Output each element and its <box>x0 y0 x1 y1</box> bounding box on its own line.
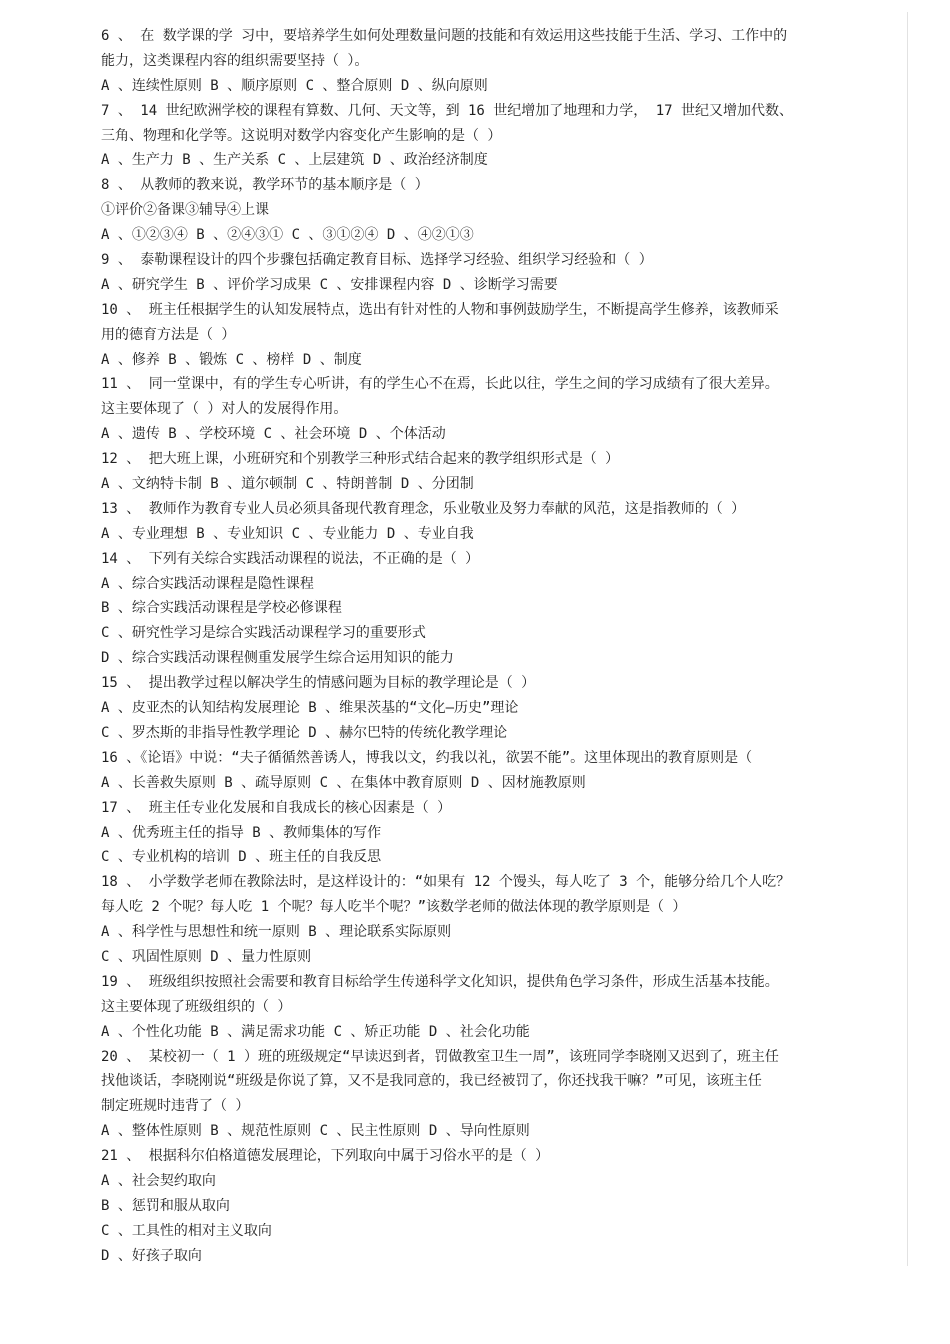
text-line: 制定班规时违背了（ ） <box>101 1098 250 1115</box>
text-line: 21 、 根据科尔伯格道德发展理论，下列取向中属于习俗水平的是（ ） <box>101 1148 550 1165</box>
text-line: 10 、 班主任根据学生的认知发展特点，选出有针对性的人物和事例鼓励学生，不断提高学生修养，该教师采 <box>101 301 779 318</box>
text-line: 9 、 泰勒课程设计的四个步骤包括确定教育目标、选择学习经验、组织学习经验和（ ） <box>101 252 653 269</box>
text-line: 8 、 从教师的教来说，教学环节的基本顺序是（ ） <box>101 177 429 194</box>
text-line: 用的德育方法是（ ） <box>101 326 236 343</box>
text-line: C 、巩固性原则 D 、量力性原则 <box>101 948 312 965</box>
text-line: A 、整体性原则 B 、规范性原则 C 、民主性原则 D 、导向性原则 <box>101 1123 530 1140</box>
text-line: A 、遗传 B 、学校环境 C 、社会环境 D 、个体活动 <box>101 426 446 443</box>
text-line: 能力，这类课程内容的组织需要坚持（ ）。 <box>101 52 369 69</box>
text-line: C 、研究性学习是综合实践活动课程学习的重要形式 <box>101 625 426 642</box>
text-line: A 、长善救失原则 B 、疏导原则 C 、在集体中教育原则 D 、因材施教原则 <box>101 774 586 791</box>
text-line: A 、生产力 B 、生产关系 C 、上层建筑 D 、政治经济制度 <box>101 152 488 169</box>
text-line: A 、专业理想 B 、专业知识 C 、专业能力 D 、专业自我 <box>101 525 474 542</box>
text-line: C 、工具性的相对主义取向 <box>101 1222 272 1239</box>
text-line: A 、社会契约取向 <box>101 1172 216 1189</box>
text-line: A 、研究学生 B 、评价学习成果 C 、安排课程内容 D 、诊断学习需要 <box>101 276 558 293</box>
text-line: 16 、《论语》中说：“夫子循循然善诱人，博我以文，约我以礼，欲罢不能”。这里体现出的教育原则是（ <box>101 749 753 766</box>
text-line: 找他谈话，李晓刚说“班级是你说了算，又不是我同意的，我已经被罚了，你还找我干嘛？”可见，该班主任 <box>101 1073 762 1090</box>
text-line: 13 、 教师作为教育专业人员必须具备现代教育理念，乐业敬业及努力奉献的风范，这是指教师的（ ） <box>101 500 746 517</box>
text-line: D 、综合实践活动课程侧重发展学生综合运用知识的能力 <box>101 650 454 667</box>
text-line: 6 、 在 数学课的学 习中，要培养学生如何处理数量问题的技能和有效运用这些技能于生活、学习、工作中的 <box>101 28 788 44</box>
text-line: 19 、 班级组织按照社会需要和教育目标给学生传递科学文化知识，提供角色学习条件，形成生活基本技能。 <box>101 973 779 990</box>
text-line: A 、①②③④ B 、②④③① C 、③①②④ D 、④②①③ <box>101 227 474 244</box>
text-line: A 、连续性原则 B 、顺序原则 C 、整合原则 D 、纵向原则 <box>101 77 488 94</box>
text-line: A 、个性化功能 B 、满足需求功能 C 、矫正功能 D 、社会化功能 <box>101 1023 530 1040</box>
text-line: D 、好孩子取向 <box>101 1247 202 1264</box>
text-line: 这主要体现了（ ）对人的发展得作用。 <box>101 401 348 418</box>
text-line: A 、皮亚杰的认知结构发展理论 B 、维果茨基的“文化—历史”理论 <box>101 700 519 717</box>
text-line: B 、综合实践活动课程是学校必修课程 <box>101 600 342 617</box>
text-line: A 、科学性与思想性和统一原则 B 、理论联系实际原则 <box>101 924 452 941</box>
text-line: 11 、 同一堂课中，有的学生专心听讲，有的学生心不在焉，长此以往，学生之间的学习成绩有了很大差异。 <box>101 376 779 393</box>
text-line: 15 、 提出教学过程以解决学生的情感问题为目标的教学理论是（ ） <box>101 675 536 692</box>
text-line: 20 、 某校初一（ 1 ）班的班级规定“早读迟到者，罚做教室卫生一周”，该班同学李晓刚又迟到了，班主任 <box>101 1048 779 1065</box>
text-line: 7 、 14 世纪欧洲学校的课程有算数、几何、天文等，到 16 世纪增加了地理和力学， 17 世纪又增加代数、 <box>101 102 793 119</box>
text-line: A 、优秀班主任的指导 B 、教师集体的写作 <box>101 824 382 841</box>
text-line: 17 、 班主任专业化发展和自我成长的核心因素是（ ） <box>101 799 452 816</box>
text-line: B 、惩罚和服从取向 <box>101 1197 230 1214</box>
text-line: 三角、物理和化学等。这说明对数学内容变化产生影响的是（ ） <box>101 127 502 144</box>
text-line: 18 、 小学数学老师在教除法时，是这样设计的：“如果有 12 个馒头，每人吃了 3 个，能够分给几个人吃？ <box>101 874 791 891</box>
text-line: ①评价②备课③辅导④上课 <box>101 202 269 219</box>
text-line: 14 、 下列有关综合实践活动课程的说法，不正确的是（ ） <box>101 550 480 567</box>
text-line: A 、综合实践活动课程是隐性课程 <box>101 575 314 592</box>
text-line: 每人吃 2 个呢？每人吃 1 个呢？每人吃半个呢？”该数学老师的做法体现的教学原则是（ ） <box>101 899 687 916</box>
text-line: A 、文纳特卡制 B 、道尔顿制 C 、特朗普制 D 、分团制 <box>101 476 474 493</box>
text-line: 12 、 把大班上课，小班研究和个别教学三种形式结合起来的教学组织形式是（ ） <box>101 451 620 468</box>
text-line: A 、修养 B 、锻炼 C 、榜样 D 、制度 <box>101 351 362 368</box>
text-line: C 、专业机构的培训 D 、班主任的自我反思 <box>101 849 382 866</box>
text-line: 这主要体现了班级组织的（ ） <box>101 998 292 1015</box>
text-line: C 、罗杰斯的非指导性教学理论 D 、赫尔巴特的传统化教学理论 <box>101 724 508 741</box>
document-body <box>101 24 909 1269</box>
